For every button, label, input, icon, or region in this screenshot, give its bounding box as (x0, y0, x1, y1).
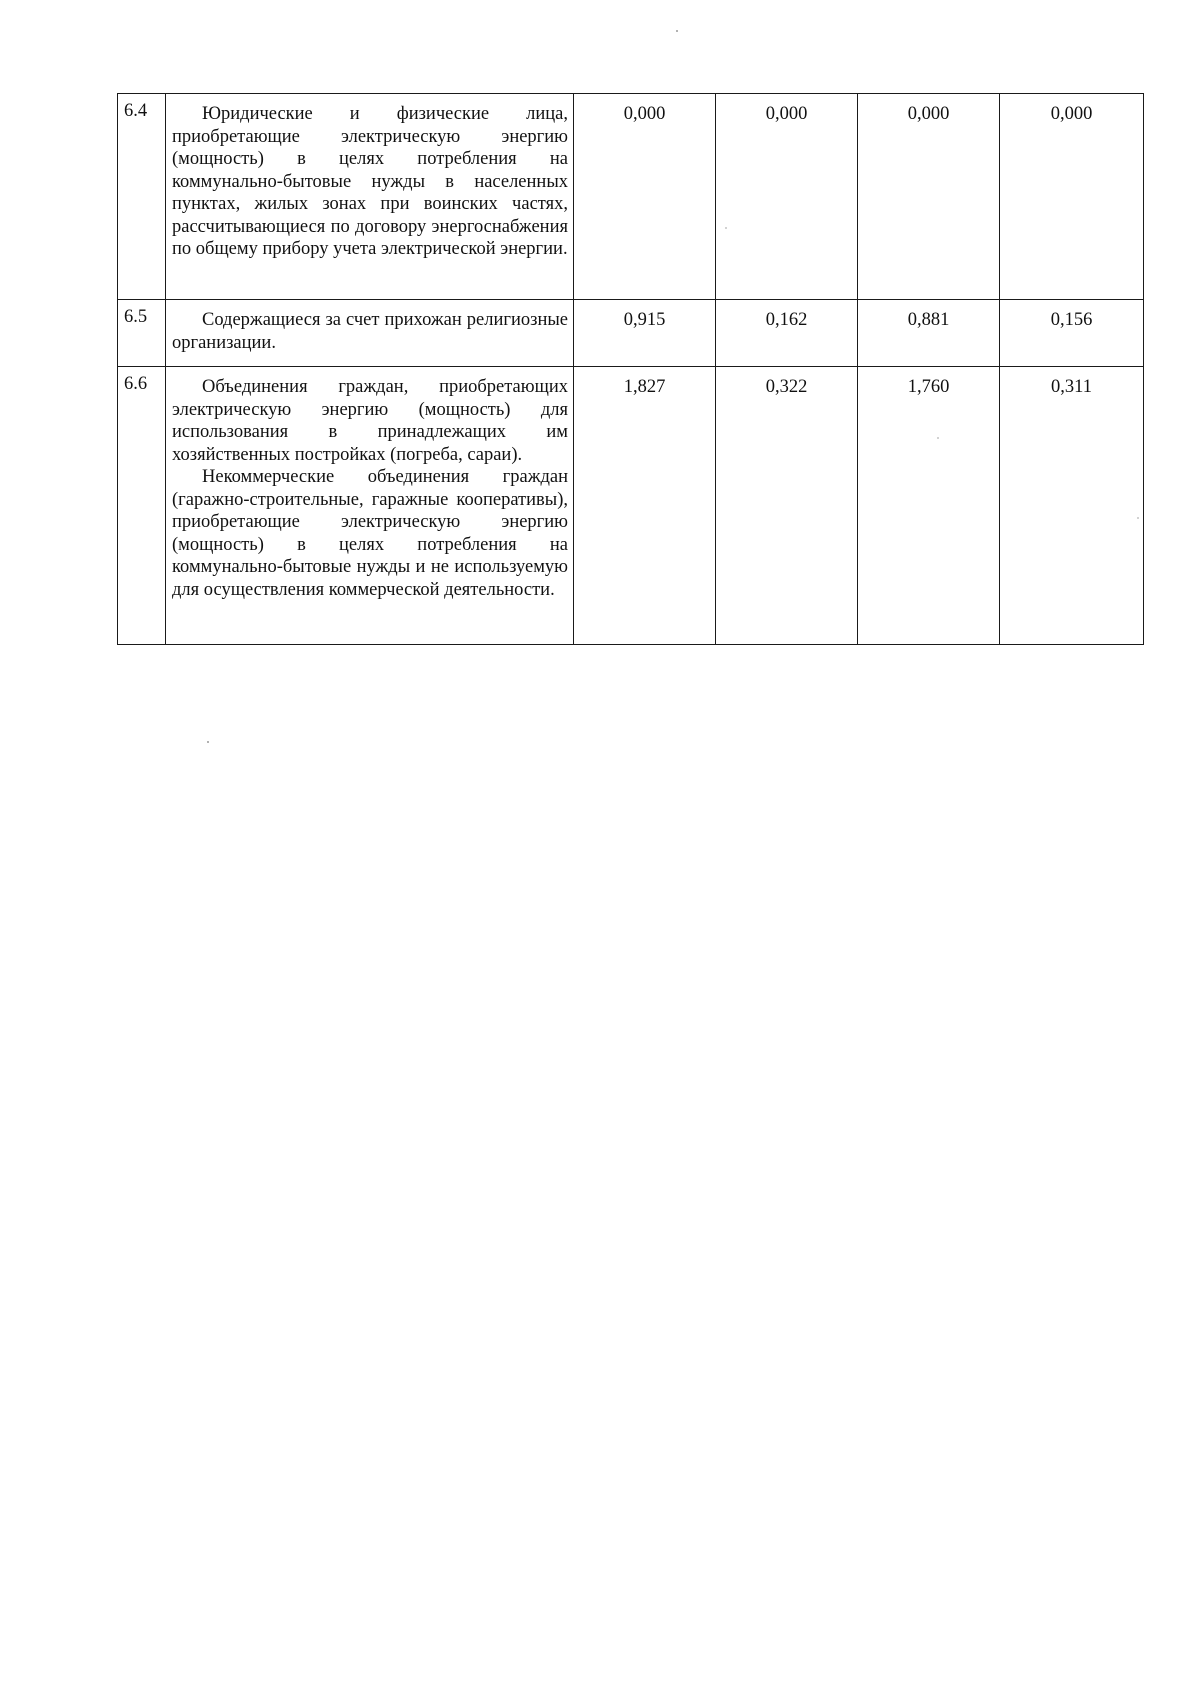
description-paragraph: Объединения граждан, приобретающих электрическую энергию (мощность) для использования в принадлежащих им хозяйственных постройках (погреба, сараи). (172, 377, 568, 465)
description-paragraph: Содержащиеся за счет прихожан религиозные организации. (172, 310, 568, 353)
value-cell: 0,000 (574, 94, 716, 300)
description-paragraph: Юридические и физические лица, приобретающие электрическую энергию (мощность) в целях потребления на коммунально-бытовые нужды в населенных пунктах, жилых зонах при воинских частях, рассчитывающиеся по договору энергоснабжения по общему прибору учета электрической энергии. (172, 104, 568, 259)
scan-speck (725, 227, 727, 229)
tariff-table (117, 93, 1144, 645)
table-row (118, 367, 1144, 645)
value-cell: 1,827 (574, 367, 716, 645)
description-paragraph: Некоммерческие объединения граждан (гаражно-строительные, гаражные кооперативы), приобретающие электрическую энергию (мощность) в целях потребления на коммунально-бытовые нужды и не используемую для осуществления коммерческой деятельности. (172, 467, 568, 600)
value-cell: 0,311 (1000, 367, 1144, 645)
value-cell: 0,322 (716, 367, 858, 645)
scan-speck (676, 30, 678, 32)
table-row (118, 94, 1144, 300)
value-cell: 0,881 (858, 300, 1000, 367)
value-cell: 1,760 (858, 367, 1000, 645)
row-number: 6.5 (118, 300, 166, 367)
row-description (166, 300, 574, 367)
value-cell: 0,000 (858, 94, 1000, 300)
value-cell: 0,000 (716, 94, 858, 300)
scan-speck (207, 741, 209, 743)
table-row (118, 300, 1144, 367)
row-number: 6.4 (118, 94, 166, 300)
scan-speck (937, 437, 939, 439)
row-description (166, 94, 574, 300)
row-description (166, 367, 574, 645)
value-cell: 0,000 (1000, 94, 1144, 300)
value-cell: 0,915 (574, 300, 716, 367)
value-cell: 0,162 (716, 300, 858, 367)
value-cell: 0,156 (1000, 300, 1144, 367)
scan-speck (1137, 517, 1139, 519)
row-number: 6.6 (118, 367, 166, 645)
